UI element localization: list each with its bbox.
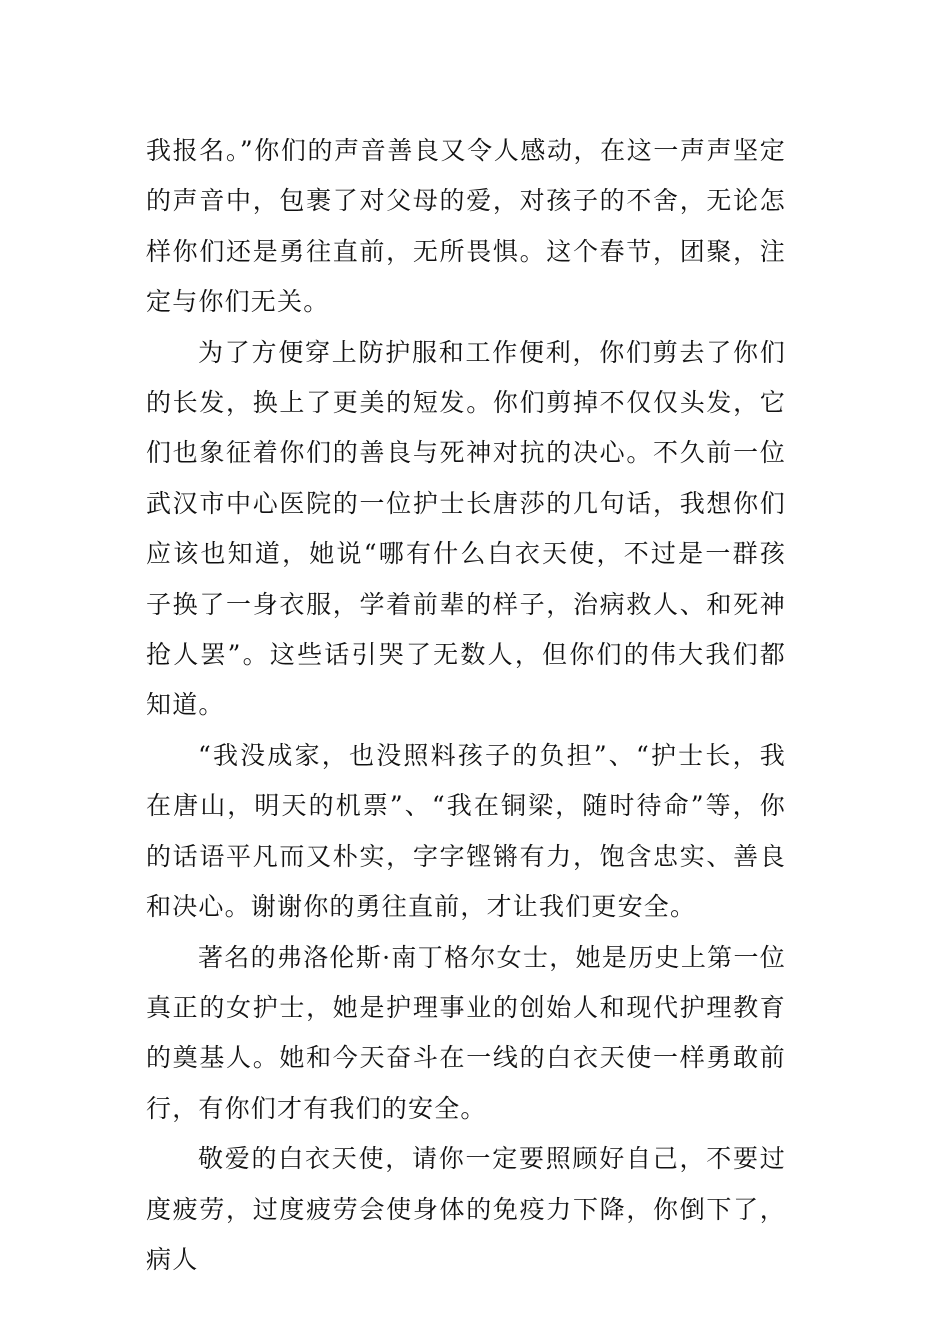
- paragraph-1: 我报名。”你们的声音善良又令人感动，在这一声声坚定的声音中，包裹了对父母的爱，对孩子的不舍，无论怎样你们还是勇往直前，无所畏惧。这个春节，团聚，注定与你们无关。: [146, 136, 786, 317]
- paragraph-3: “我没成家，也没照料孩子的负担”、“护士长，我在唐山，明天的机票”、“我在铜梁，随时待命”等，你的话语平凡而又朴实，字字铿锵有力，饱含忠实、善良和决心。谢谢你的勇往直前，才让我们更安全。: [146, 740, 786, 922]
- paragraph-5: 敬爱的白衣天使，请你一定要照顾好自己，不要过度疲劳，过度疲劳会使身体的免疫力下降，你倒下了，病人: [146, 1144, 786, 1274]
- paragraph-2: 为了方便穿上防护服和工作便利，你们剪去了你们的长发，换上了更美的短发。你们剪掉不仅仅头发，它们也象征着你们的善良与死神对抗的决心。不久前一位武汉市中心医院的一位护士长唐莎的几句话，我想你们应该也知道，她说“哪有什么白衣天使，不过是一群孩子换了一身衣服，学着前辈的样子，治病救人、和死神抢人罢”。这些话引哭了无数人，但你们的伟大我们都知道。: [146, 337, 786, 720]
- body-text: [146, 126, 786, 1285]
- paragraph-4: 著名的弗洛伦斯·南丁格尔女士，她是历史上第一位真正的女护士，她是护理事业的创始人和现代护理教育的奠基人。她和今天奋斗在一线的白衣天使一样勇敢前行，有你们才有我们的安全。: [146, 942, 786, 1123]
